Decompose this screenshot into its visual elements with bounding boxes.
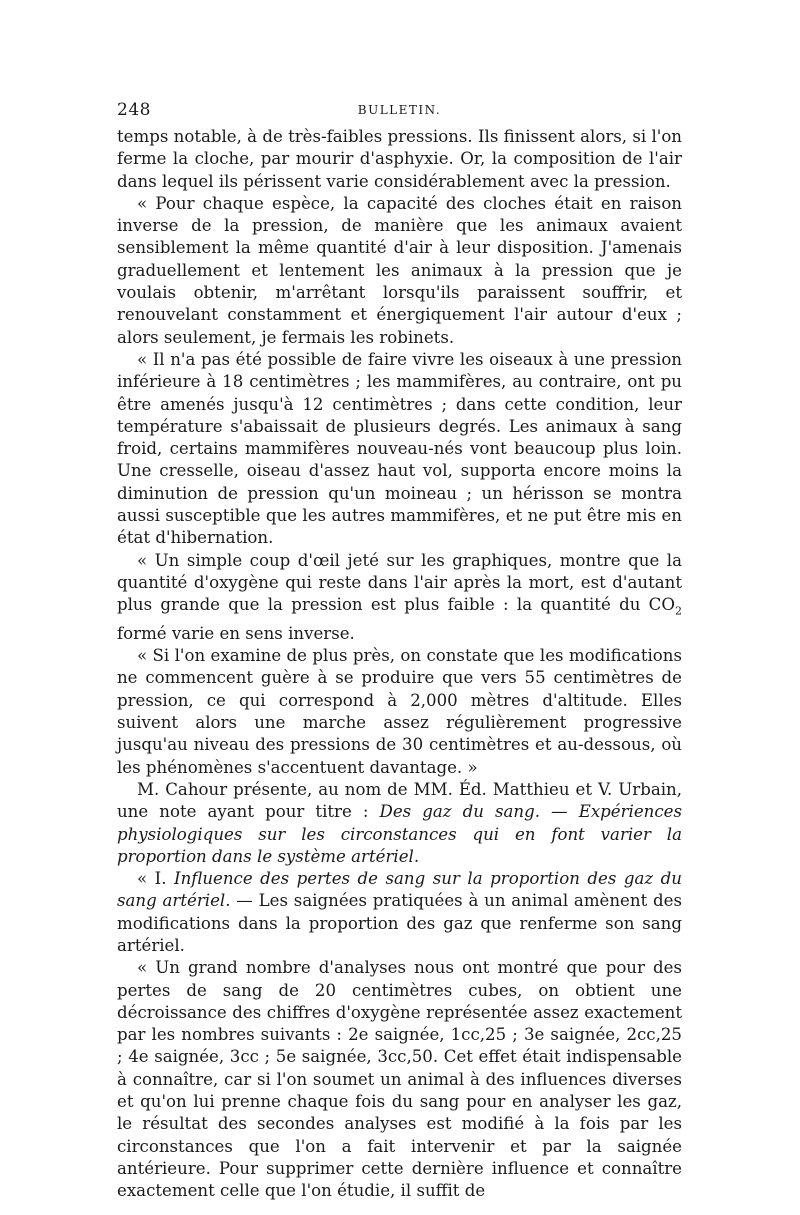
section-heading: Influence des pertes de sang sur la proportion des gaz du sang artériel. (117, 869, 682, 911)
paragraph-5: « Si l'on examine de plus près, on constate que les modifications ne commencent guère à se produire que vers 55 centimètres de pression, ce qui correspond à 2,000 mètres d'altitude. Elles suivent alors une marche assez régulièrement progressive jusqu'au niveau des pressions de 30 centimètres et au-dessous, où les phénomènes s'accentuent davantage. » (117, 646, 682, 777)
co2-subscript: 2 (675, 604, 682, 618)
paragraph-1: temps notable, à de très-faibles pressions. Ils finissent alors, si l'on ferme la cloche, par mourir d'asphyxie. Or, la composition de l'air dans lequel ils périssent varie considérablement avec la pression. (117, 127, 682, 191)
paragraph-4-text: « Un simple coup d'œil jeté sur les graphiques, montre que la quantité d'oxygène qui reste dans l'air après la mort, est d'autant plus grande que la pression est plus faible : la quantité du CO (117, 550, 682, 615)
note-title: Des gaz du sang. — Expériences physiologiques sur les circonstances qui en font varier la proportion dans le système artériel. (117, 802, 682, 866)
text-body (117, 126, 682, 1203)
section-number: « I. (137, 869, 175, 889)
running-head: BULLETIN. (357, 103, 442, 117)
paragraph-2: « Pour chaque espèce, la capacité des cloches était en raison inverse de la pression, de manière que les animaux avaient sensiblement la même quantité d'air à leur disposition. J'amenais graduellement et lentement les animaux à la pression que je voulais obtenir, m'arrêtant lorsqu'ils paraissent souffrir, et renouvelant constamment et énergiquement l'air autour d'eux ; alors seulement, je fermais les robinets. (117, 193, 682, 347)
paragraph-6 (117, 779, 682, 868)
paragraph-6-text: M. Cahour présente, au nom de MM. Éd. Matthieu et V. Urbain, une note ayant pour titre : (117, 779, 682, 822)
page-number: 248 (117, 100, 151, 120)
paragraph-3: « Il n'a pas été possible de faire vivre les oiseaux à une pression inférieure à 18 centimètres ; les mammifères, au contraire, ont pu être amenés jusqu'à 12 centimètres ; dans cette condition, leur température s'abaissait de plusieurs degrés. Les animaux à sang froid, certains mammifères nouveau-nés vont beaucoup plus loin. Une cresselle, oiseau d'assez haut vol, supporta encore moins la diminution de pression qu'un moineau ; un hérisson se montra aussi susceptible que les autres mammifères, et ne put être mis en état d'hibernation. (117, 349, 682, 548)
paragraph-4 (117, 550, 682, 646)
page-header (117, 100, 682, 126)
paragraph-7 (117, 868, 682, 957)
paragraph-4-text-end: formé varie en sens inverse. (117, 623, 355, 643)
page (117, 100, 682, 1203)
paragraph-7-text: — Les saignées pratiquées à un animal amènent des modifications dans la proportion des gaz que renferme son sang artériel. (117, 891, 682, 955)
paragraph-8: « Un grand nombre d'analyses nous ont montré que pour des pertes de sang de 20 centimètres cubes, on obtient une décroissance des chiffres d'oxygène représentée assez exactement par les nombres suivants : 2e saignée, 1cc,25 ; 3e saignée, 2cc,25 ; 4e saignée, 3cc ; 5e saignée, 3cc,50. Cet effet était indispensable à connaître, car si l'on soumet un animal à des influences diverses et qu'on lui prenne chaque fois du sang pour en analyser les gaz, le résultat des secondes analyses est modifié à la fois par les circonstances que l'on a fait intervenir et par la saignée antérieure. Pour supprimer cette dernière influence et connaître exactement celle que l'on étudie, il suffit de (117, 958, 682, 1201)
